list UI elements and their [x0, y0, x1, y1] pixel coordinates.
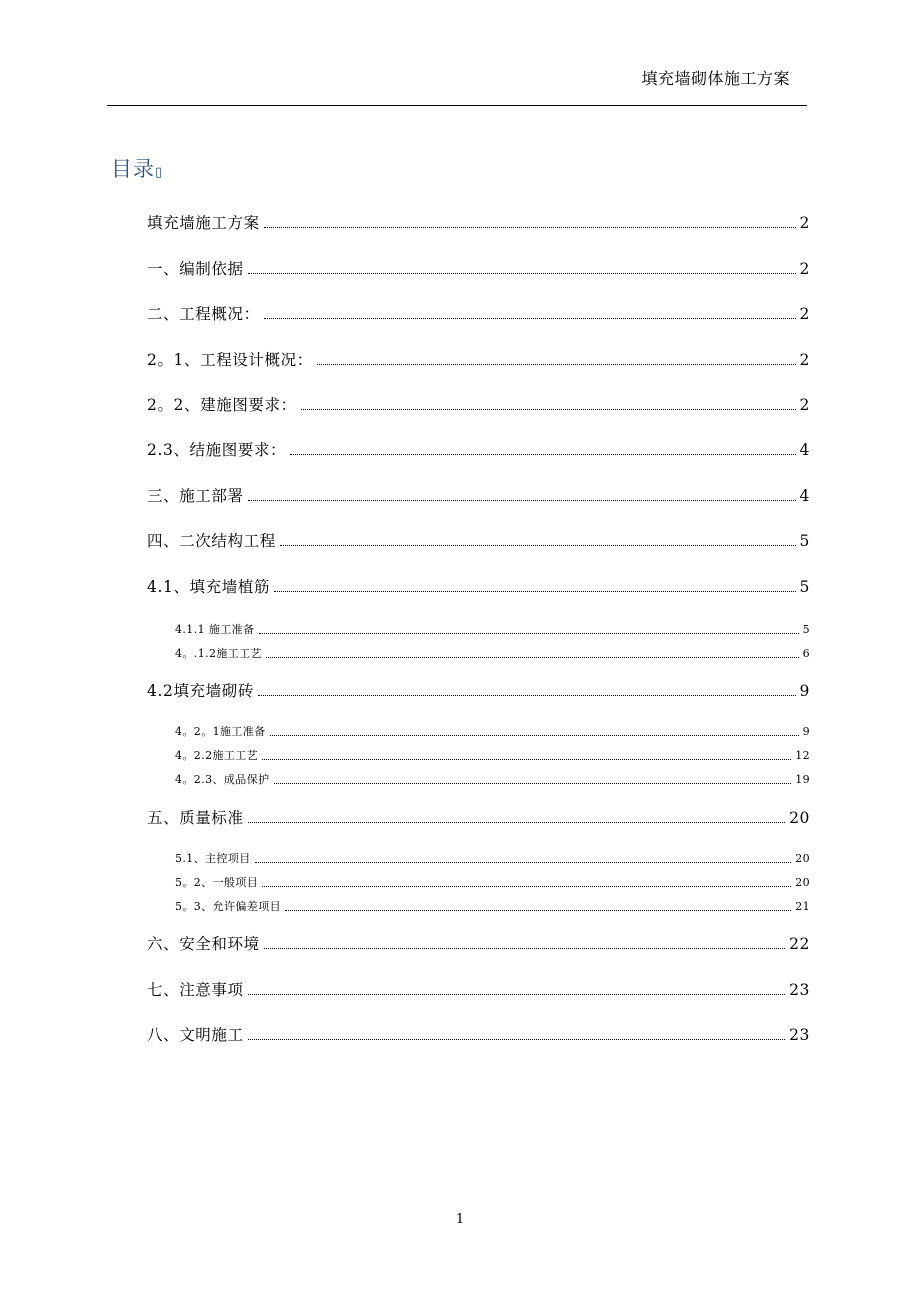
dot-leader: [270, 723, 799, 739]
toc-entry-page: 5: [802, 623, 810, 636]
dot-leader: [248, 1023, 785, 1045]
table-of-contents: [147, 0, 810, 1302]
toc-entry-label: 2。1、工程设计概况：: [147, 351, 313, 369]
toc-entry-label: 4.1、填充墙植筋: [147, 578, 271, 596]
toc-entry-page: 5: [799, 578, 810, 596]
toc-entry-page: 22: [789, 935, 810, 953]
toc-entry[interactable]: [147, 484, 810, 506]
toc-entry-page: 4: [799, 441, 810, 459]
toc-subentry[interactable]: [175, 747, 810, 763]
toc-entry-label: 4.1.1 施工准备: [175, 623, 255, 636]
toc-entry-label: 八、文明施工: [147, 1026, 244, 1044]
dot-leader: [258, 679, 796, 701]
toc-entry-label: 填充墙施工方案: [147, 214, 260, 232]
dot-leader: [285, 898, 791, 914]
toc-entry-label: 七、注意事项: [147, 981, 244, 999]
toc-subentry[interactable]: [175, 850, 810, 866]
toc-entry-page: 20: [789, 809, 810, 827]
toc-entry-label: 4。2.2施工工艺: [175, 749, 259, 762]
running-header-title: 填充墙砌体施工方案: [641, 69, 790, 88]
toc-entry-page: 6: [802, 647, 810, 660]
toc-entry-page: 2: [799, 260, 810, 278]
toc-entry[interactable]: [147, 393, 810, 415]
toc-entry[interactable]: [147, 348, 810, 370]
dot-leader: [262, 874, 791, 890]
toc-entry-page: 12: [795, 749, 810, 762]
toc-entry-label: 5.1、主控项目: [175, 852, 251, 865]
page-number: 1: [455, 1212, 465, 1227]
toc-entry-label: 2.3、结施图要求：: [147, 441, 287, 459]
toc-entry-page: 23: [789, 981, 810, 999]
toc-subentry[interactable]: [175, 874, 810, 890]
dot-leader: [290, 438, 795, 460]
toc-entry[interactable]: [147, 302, 810, 324]
toc-entry-label: 4。.1.2施工工艺: [175, 647, 262, 660]
dot-leader: [274, 771, 792, 787]
toc-entry[interactable]: [147, 679, 810, 701]
dot-leader: [266, 645, 799, 661]
toc-entry-label: 二、工程概况：: [147, 305, 260, 323]
toc-entry[interactable]: [147, 806, 810, 828]
toc-entry-page: 20: [795, 876, 810, 889]
toc-entry[interactable]: [147, 529, 810, 551]
toc-entry-label: 四、二次结构工程: [147, 532, 276, 550]
toc-heading-mark: ▯: [155, 165, 164, 180]
toc-entry-page: 2: [799, 305, 810, 323]
toc-entry-page: 20: [795, 852, 810, 865]
toc-entry[interactable]: [147, 575, 810, 597]
toc-entry-label: 5。2、一般项目: [175, 876, 259, 889]
toc-entry[interactable]: [147, 932, 810, 954]
toc-entry-label: 5。3、允许偏差项目: [175, 900, 281, 913]
toc-entry-page: 9: [802, 725, 810, 738]
toc-entry[interactable]: [147, 978, 810, 1000]
toc-entry-page: 23: [789, 1026, 810, 1044]
toc-entry-page: 4: [799, 487, 810, 505]
toc-subentry[interactable]: [175, 771, 810, 787]
dot-leader: [264, 211, 796, 233]
toc-entry[interactable]: [147, 211, 810, 233]
dot-leader: [262, 747, 791, 763]
toc-entry-label: 2。2、建施图要求：: [147, 396, 297, 414]
toc-entry-page: 2: [799, 396, 810, 414]
dot-leader: [248, 257, 796, 279]
toc-subentry[interactable]: [175, 621, 810, 637]
dot-leader: [264, 302, 796, 324]
toc-entry-page: 19: [795, 773, 810, 786]
toc-subentry[interactable]: [175, 898, 810, 914]
toc-entry-label: 六、安全和环境: [147, 935, 260, 953]
dot-leader: [248, 806, 785, 828]
dot-leader: [280, 529, 796, 551]
dot-leader: [301, 393, 796, 415]
dot-leader: [264, 932, 785, 954]
toc-entry-label: 五、质量标准: [147, 809, 244, 827]
toc-entry-label: 三、施工部署: [147, 487, 244, 505]
dot-leader: [248, 484, 796, 506]
toc-entry-page: 5: [799, 532, 810, 550]
dot-leader: [317, 348, 796, 370]
dot-leader: [259, 621, 799, 637]
dot-leader: [255, 850, 791, 866]
toc-entry-label: 4。2.3、成品保护: [175, 773, 270, 786]
toc-entry[interactable]: [147, 257, 810, 279]
toc-entry-label: 4.2填充墙砌砖: [147, 682, 254, 700]
toc-entry-page: 2: [799, 214, 810, 232]
toc-subentry[interactable]: [175, 723, 810, 739]
toc-entry[interactable]: [147, 438, 810, 460]
dot-leader: [274, 575, 795, 597]
toc-heading-text: 目录: [111, 157, 155, 181]
toc-entry-page: 9: [799, 682, 810, 700]
toc-entry-page: 2: [799, 351, 810, 369]
toc-entry-label: 一、编制依据: [147, 260, 244, 278]
dot-leader: [248, 978, 785, 1000]
toc-entry-page: 21: [795, 900, 810, 913]
toc-entry[interactable]: [147, 1023, 810, 1045]
toc-entry-label: 4。2。1施工准备: [175, 725, 266, 738]
toc-subentry[interactable]: [175, 645, 810, 661]
